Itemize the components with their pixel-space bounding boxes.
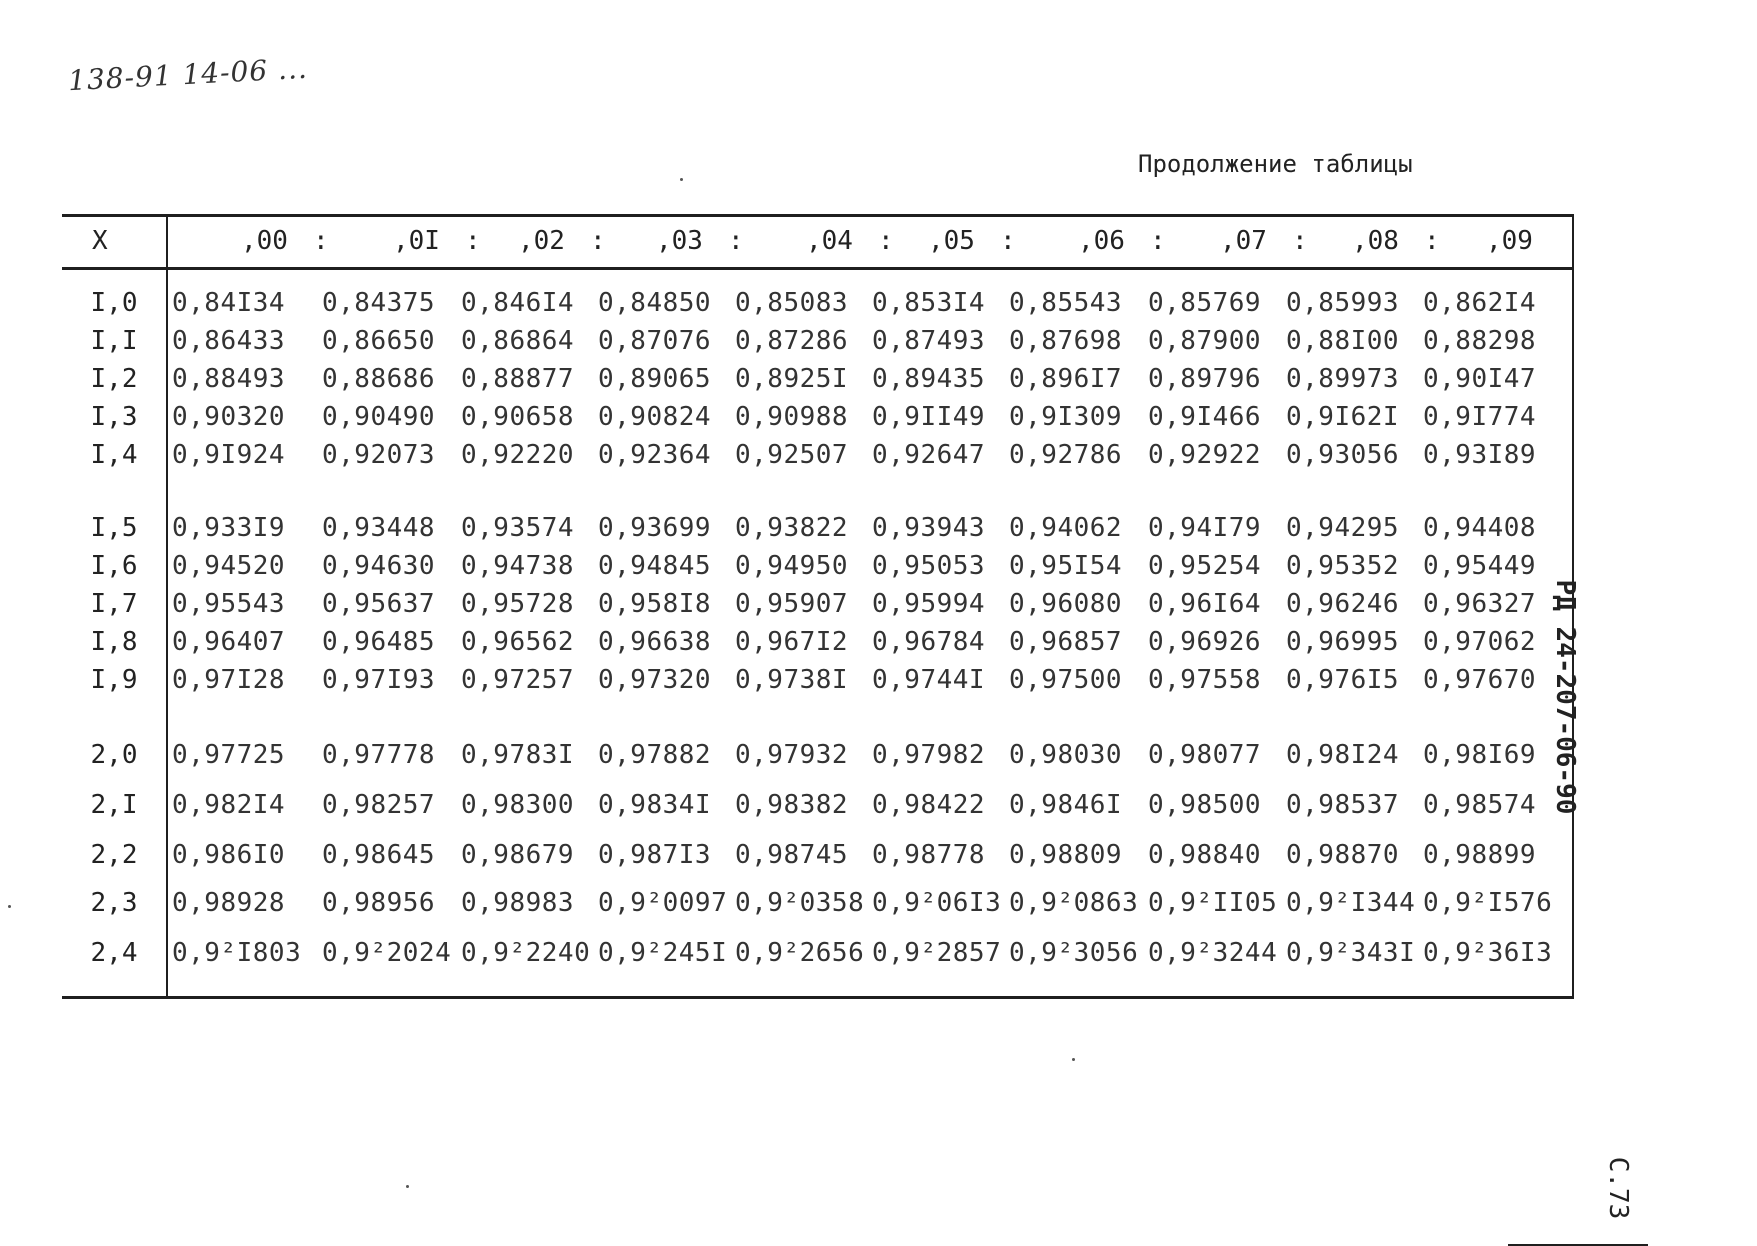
table-cell: 0,97778 [322,740,436,770]
table-cell: 0,97670 [1423,665,1537,695]
page-number: С.73 [1603,1156,1633,1220]
row-x-value: 2,4 [90,938,138,968]
table-cell: 0,85993 [1286,288,1400,318]
table-cell: 0,92073 [322,440,436,470]
table-cell: 0,96407 [172,627,286,657]
table-cell: 0,9I774 [1423,402,1537,432]
row-x-value: I,2 [90,364,138,394]
column-separator: : [1424,226,1440,256]
table-cell: 0,98679 [461,840,575,870]
table-cell: 0,96485 [322,627,436,657]
table-cell: 0,9I466 [1148,402,1262,432]
table-cell: 0,92922 [1148,440,1262,470]
table-cell: 0,98422 [872,790,986,820]
table-cell: 0,9834I [598,790,712,820]
table-cell: 0,9783I [461,740,575,770]
table-cell: 0,89065 [598,364,712,394]
row-x-value: I,9 [90,665,138,695]
table-cell: 0,9I309 [1009,402,1123,432]
table-cell: 0,846I4 [461,288,575,318]
table-cell: 0,9²II05 [1148,888,1278,918]
table-cell: 0,96562 [461,627,575,657]
scan-speck [8,905,11,908]
table-cell: 0,97320 [598,665,712,695]
table-cell: 0,9738I [735,665,849,695]
table-cell: 0,958I8 [598,589,712,619]
table-cell: 0,93699 [598,513,712,543]
handwritten-note: 138-91 14-06 ... [67,51,309,98]
row-x-value: I,3 [90,402,138,432]
table-cell: 0,89973 [1286,364,1400,394]
column-header: ,09 [1486,226,1533,256]
table-cell: 0,9846I [1009,790,1123,820]
column-header: ,02 [518,226,565,256]
table-cell: 0,967I2 [735,627,849,657]
table-cell: 0,90988 [735,402,849,432]
table-cell: 0,94950 [735,551,849,581]
row-x-value: I,0 [90,288,138,318]
table-cell: 0,9²36I3 [1423,938,1553,968]
table-cell: 0,96080 [1009,589,1123,619]
table-cell: 0,87493 [872,326,986,356]
table-cell: 0,84375 [322,288,436,318]
column-separator: : [465,226,481,256]
row-x-value: 2,0 [90,740,138,770]
table-caption: Продолжение таблицы [1138,150,1413,178]
table-cell: 0,9²0863 [1009,888,1139,918]
table-cell: 0,98778 [872,840,986,870]
table-cell: 0,97500 [1009,665,1123,695]
table-cell: 0,95053 [872,551,986,581]
table-cell: 0,87900 [1148,326,1262,356]
table-cell: 0,98983 [461,888,575,918]
table-cell: 0,98I24 [1286,740,1400,770]
table-cell: 0,9²3244 [1148,938,1278,968]
table-cell: 0,89796 [1148,364,1262,394]
table-cell: 0,98I69 [1423,740,1537,770]
table-cell: 0,90824 [598,402,712,432]
row-x-value: I,6 [90,551,138,581]
table-cell: 0,9²0097 [598,888,728,918]
row-x-value: I,4 [90,440,138,470]
table-cell: 0,92507 [735,440,849,470]
table-cell: 0,96926 [1148,627,1262,657]
table-cell: 0,97882 [598,740,712,770]
column-header: ,0I [393,226,440,256]
table-cell: 0,98574 [1423,790,1537,820]
table-cell: 0,85543 [1009,288,1123,318]
table-cell: 0,9²0358 [735,888,865,918]
table-cell: 0,88686 [322,364,436,394]
table-cell: 0,88I00 [1286,326,1400,356]
table-cell: 0,86650 [322,326,436,356]
table-cell: 0,93943 [872,513,986,543]
header-x-label: X [92,226,108,256]
document-code: РД 24-207-06-90 [1550,579,1580,815]
row-x-value: 2,2 [90,840,138,870]
column-header: ,04 [806,226,853,256]
table-cell: 0,88298 [1423,326,1537,356]
table-cell: 0,98809 [1009,840,1123,870]
table-cell: 0,98537 [1286,790,1400,820]
table-cell: 0,9II49 [872,402,986,432]
table-cell: 0,98077 [1148,740,1262,770]
table-cell: 0,987I3 [598,840,712,870]
column-separator: : [313,226,329,256]
table-cell: 0,98300 [461,790,575,820]
table-cell: 0,88877 [461,364,575,394]
scan-speck [1072,1058,1075,1061]
table-cell: 0,95352 [1286,551,1400,581]
table-cell: 0,933I9 [172,513,286,543]
table-cell: 0,97I28 [172,665,286,695]
table-cell: 0,97932 [735,740,849,770]
table-cell: 0,98500 [1148,790,1262,820]
table-cell: 0,97062 [1423,627,1537,657]
table-cell: 0,96857 [1009,627,1123,657]
table-cell: 0,86433 [172,326,286,356]
table-cell: 0,90490 [322,402,436,432]
table-cell: 0,94520 [172,551,286,581]
column-header: ,08 [1352,226,1399,256]
table-cell: 0,98899 [1423,840,1537,870]
table-cell: 0,94845 [598,551,712,581]
table-top-rule [62,214,1574,217]
table-cell: 0,98928 [172,888,286,918]
table-cell: 0,87076 [598,326,712,356]
row-x-value: I,5 [90,513,138,543]
table-cell: 0,96638 [598,627,712,657]
table-cell: 0,95I54 [1009,551,1123,581]
table-cell: 0,92786 [1009,440,1123,470]
column-header: ,03 [656,226,703,256]
table-cell: 0,9²2857 [872,938,1002,968]
table-cell: 0,95994 [872,589,986,619]
table-cell: 0,9²2024 [322,938,452,968]
table-cell: 0,93I89 [1423,440,1537,470]
table-cell: 0,87698 [1009,326,1123,356]
column-header: ,05 [928,226,975,256]
column-separator: : [728,226,744,256]
table-cell: 0,96I64 [1148,589,1262,619]
column-header: ,06 [1078,226,1125,256]
table-cell: 0,976I5 [1286,665,1400,695]
column-header: ,07 [1220,226,1267,256]
table-cell: 0,9²3056 [1009,938,1139,968]
row-x-value: 2,I [90,790,138,820]
table-cell: 0,98870 [1286,840,1400,870]
table-cell: 0,94408 [1423,513,1537,543]
table-cell: 0,98840 [1148,840,1262,870]
table-bottom-rule [62,996,1574,999]
table-cell: 0,986I0 [172,840,286,870]
table-cell: 0,9²2240 [461,938,591,968]
table-cell: 0,982I4 [172,790,286,820]
table-cell: 0,98745 [735,840,849,870]
table-cell: 0,853I4 [872,288,986,318]
table-cell: 0,97558 [1148,665,1262,695]
table-cell: 0,94295 [1286,513,1400,543]
table-cell: 0,9I924 [172,440,286,470]
scan-speck [680,178,683,181]
column-separator: : [1000,226,1016,256]
table-cell: 0,94738 [461,551,575,581]
table-cell: 0,97257 [461,665,575,695]
table-cell: 0,98382 [735,790,849,820]
table-cell: 0,9²2656 [735,938,865,968]
column-separator: : [1292,226,1308,256]
table-cell: 0,9²I576 [1423,888,1553,918]
table-cell: 0,9744I [872,665,986,695]
table-cell: 0,90658 [461,402,575,432]
table-cell: 0,96327 [1423,589,1537,619]
table-cell: 0,92647 [872,440,986,470]
table-cell: 0,97725 [172,740,286,770]
table-cell: 0,9I62I [1286,402,1400,432]
table-cell: 0,9²I803 [172,938,302,968]
x-column-divider [166,216,168,996]
table-cell: 0,84850 [598,288,712,318]
table-cell: 0,9²343I [1286,938,1416,968]
column-separator: : [1150,226,1166,256]
row-x-value: I,8 [90,627,138,657]
table-cell: 0,98030 [1009,740,1123,770]
table-cell: 0,85769 [1148,288,1262,318]
table-cell: 0,94I79 [1148,513,1262,543]
column-separator: : [878,226,894,256]
table-cell: 0,95907 [735,589,849,619]
table-cell: 0,88493 [172,364,286,394]
table-cell: 0,90320 [172,402,286,432]
header-bottom-rule [62,267,1574,270]
row-x-value: I,I [90,326,138,356]
table-cell: 0,9²I344 [1286,888,1416,918]
row-x-value: I,7 [90,589,138,619]
table-cell: 0,93056 [1286,440,1400,470]
table-cell: 0,93448 [322,513,436,543]
table-cell: 0,97982 [872,740,986,770]
table-cell: 0,94630 [322,551,436,581]
table-cell: 0,96246 [1286,589,1400,619]
scan-speck [406,1185,409,1188]
table-cell: 0,95543 [172,589,286,619]
table-cell: 0,98956 [322,888,436,918]
table-cell: 0,98257 [322,790,436,820]
table-cell: 0,95254 [1148,551,1262,581]
table-cell: 0,89435 [872,364,986,394]
table-cell: 0,896I7 [1009,364,1123,394]
table-cell: 0,95637 [322,589,436,619]
table-cell: 0,92220 [461,440,575,470]
column-header: ,00 [241,226,288,256]
table-cell: 0,93822 [735,513,849,543]
table-cell: 0,9²245I [598,938,728,968]
table-cell: 0,9²06I3 [872,888,1002,918]
table-cell: 0,862I4 [1423,288,1537,318]
table-cell: 0,90I47 [1423,364,1537,394]
column-separator: : [590,226,606,256]
table-cell: 0,93574 [461,513,575,543]
table-cell: 0,95449 [1423,551,1537,581]
row-x-value: 2,3 [90,888,138,918]
table-cell: 0,96995 [1286,627,1400,657]
table-cell: 0,86864 [461,326,575,356]
table-cell: 0,92364 [598,440,712,470]
table-cell: 0,97I93 [322,665,436,695]
table-cell: 0,96784 [872,627,986,657]
table-cell: 0,8925I [735,364,849,394]
table-cell: 0,98645 [322,840,436,870]
table-cell: 0,87286 [735,326,849,356]
table-cell: 0,95728 [461,589,575,619]
table-cell: 0,85083 [735,288,849,318]
table-cell: 0,84I34 [172,288,286,318]
table-cell: 0,94062 [1009,513,1123,543]
